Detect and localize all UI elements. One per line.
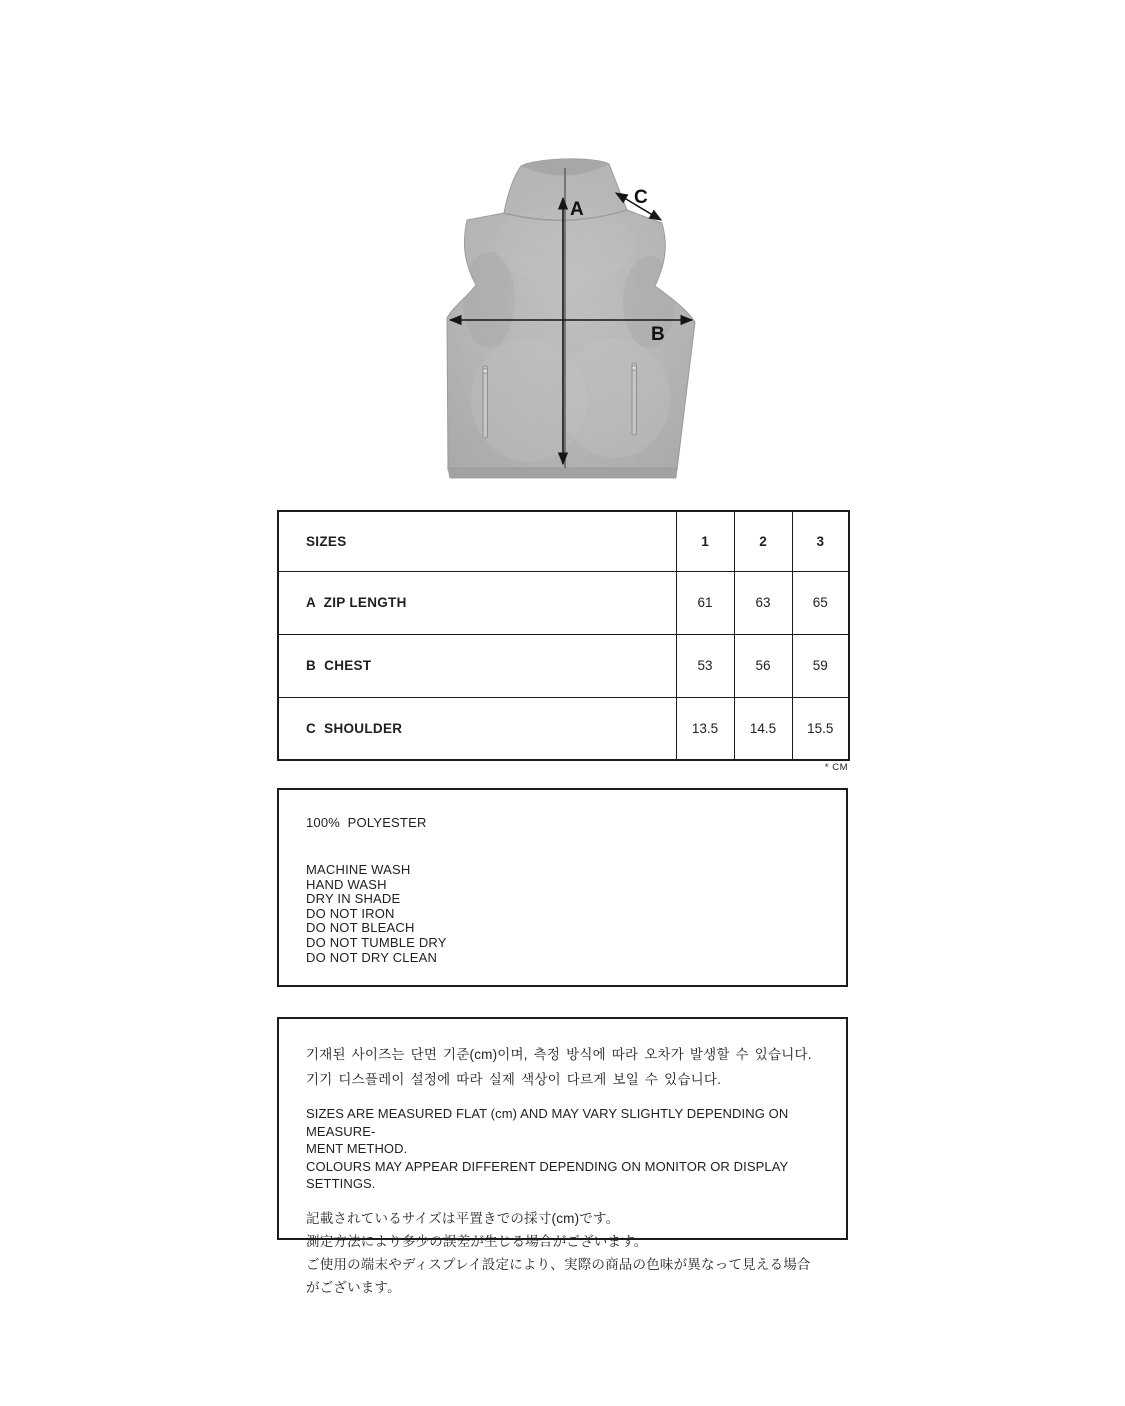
pocket-zip-left — [483, 366, 488, 438]
zip-length-size1: 61 — [676, 571, 734, 634]
zip-length-size2: 63 — [734, 571, 792, 634]
size-table — [277, 510, 850, 761]
disclaimer-line: 測定方法により多少の誤差が生じる場合がございます。 — [306, 1233, 648, 1249]
zip-length-size3: 65 — [792, 571, 849, 634]
chest-size2: 56 — [734, 634, 792, 697]
vest-measurement-figure — [437, 150, 707, 485]
size-table-title: SIZES — [278, 511, 676, 571]
pocket-zip-right — [632, 363, 637, 435]
row-zip-length — [278, 571, 849, 634]
disclaimer-line: MENT METHOD. — [306, 1141, 408, 1156]
row-shoulder — [278, 697, 849, 760]
care-instructions — [306, 863, 816, 965]
care-line: DO NOT TUMBLE DRY — [306, 934, 447, 950]
care-line: DRY IN SHADE — [306, 891, 401, 907]
disclaimer-line: 기기 디스플레이 설정에 따라 실제 색상이 다르게 보일 수 있습니다. — [306, 1072, 722, 1087]
disclaimer-english — [306, 1105, 816, 1193]
shoulder-size1: 13.5 — [676, 697, 734, 760]
disclaimer-line: 기재된 사이즈는 단면 기준(cm)이며, 측정 방식에 따라 오차가 발생할 수 있습니다. — [306, 1047, 812, 1062]
chest-size1: 53 — [676, 634, 734, 697]
measure-label-c: C — [634, 187, 648, 208]
disclaimer-box — [277, 1017, 848, 1295]
row-shoulder-label: C SHOULDER — [278, 697, 676, 760]
size-table-header-row — [278, 511, 849, 571]
disclaimer-line: SIZES ARE MEASURED FLAT (cm) AND MAY VARY SLIGHTLY DEPENDING ON MEASURE- — [306, 1106, 789, 1139]
disclaimer-line: COLOURS MAY APPEAR DIFFERENT DEPENDING ON MONITOR OR DISPLAY SETTINGS. — [306, 1158, 789, 1191]
disclaimer-korean — [306, 1042, 816, 1092]
row-zip-length-label: A ZIP LENGTH — [278, 571, 676, 634]
size-column-3: 3 — [792, 511, 849, 571]
size-column-2: 2 — [734, 511, 792, 571]
measure-label-b: B — [651, 324, 665, 345]
fabric-composition: 100% POLYESTER — [306, 815, 427, 830]
care-line: DO NOT BLEACH — [306, 920, 415, 936]
row-chest-label: B CHEST — [278, 634, 676, 697]
care-line: DO NOT DRY CLEAN — [306, 949, 438, 965]
care-line: HAND WASH — [306, 876, 387, 892]
shoulder-size2: 14.5 — [734, 697, 792, 760]
size-column-1: 1 — [676, 511, 734, 571]
row-chest — [278, 634, 849, 697]
disclaimer-line: 記載されているサイズは平置きでの採寸(cm)です。 — [306, 1210, 620, 1226]
care-info-box — [277, 788, 848, 987]
shoulder-size3: 15.5 — [792, 697, 849, 760]
measure-label-a: A — [570, 199, 584, 220]
disclaimer-line: ご使用の端末やディスプレイ設定により、実際の商品の色味が異なって見える場合がございます。 — [306, 1256, 811, 1295]
care-line: DO NOT IRON — [306, 905, 395, 921]
unit-note: * CM — [824, 762, 848, 773]
disclaimer-japanese — [306, 1207, 816, 1299]
vest-hem — [448, 468, 677, 478]
chest-size3: 59 — [792, 634, 849, 697]
care-line: MACHINE WASH — [306, 862, 411, 877]
